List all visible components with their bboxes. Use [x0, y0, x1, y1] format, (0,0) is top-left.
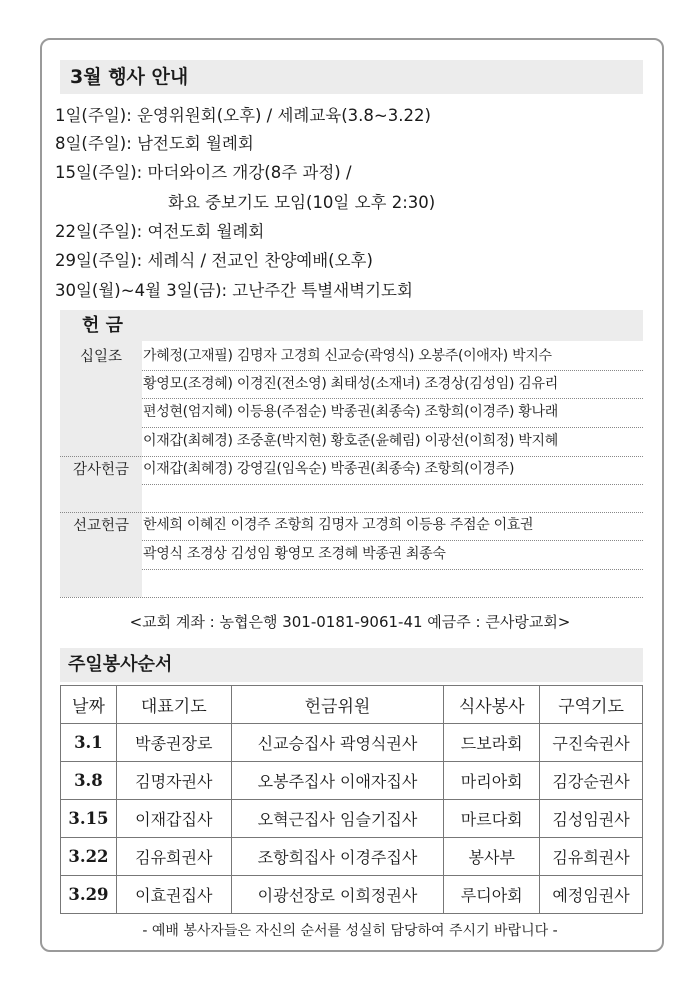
meal-cell: 마리아회 — [444, 762, 540, 800]
table-row — [61, 876, 643, 914]
meal-cell: 드보라회 — [444, 724, 540, 762]
event-line: 22일(주일): 여전도회 월례회 — [55, 222, 265, 241]
prayer-cell: 김명자권사 — [116, 762, 231, 800]
table-row — [61, 800, 643, 838]
date-cell: 3.29 — [61, 876, 117, 914]
bank-account-line: <교회 계좌 : 농협은행 301-0181-9061-41 예금주 : 큰사랑교회> — [129, 613, 571, 631]
tithe-row: 황영모(조경혜) 이경진(전소영) 최태성(소재녀) 조경상(김성임) 김유리 — [143, 376, 558, 392]
event-line: 29일(주일): 세례식 / 전교인 찬양예배(오후) — [55, 251, 373, 270]
event-line: 15일(주일): 마더와이즈 개강(8주 과정) / — [55, 163, 352, 182]
date-cell: 3.15 — [61, 800, 117, 838]
service-heading: 주일봉사순서 — [60, 648, 643, 682]
divider — [142, 569, 643, 570]
prayer-cell: 이재갑집사 — [116, 800, 231, 838]
district-prayer-cell: 예정임권사 — [540, 876, 643, 914]
mission-label: 선교헌금 — [72, 518, 130, 534]
event-line: 1일(주일): 운영위원회(오후) / 세례교육(3.8~3.22) — [55, 106, 431, 125]
column-header: 날짜 — [61, 686, 117, 724]
tithe-row: 가혜정(고재필) 김명자 고경희 신교승(곽영식) 오봉주(이애자) 박지수 — [143, 348, 552, 364]
divider — [142, 398, 643, 399]
column-header: 구역기도 — [540, 686, 643, 724]
thanks-label: 감사헌금 — [72, 462, 130, 478]
tithe-row: 편성현(엄지혜) 이등용(주점순) 박종권(최종숙) 조항희(이경주) 황나래 — [143, 404, 558, 420]
offering-cell: 조항희집사 이경주집사 — [231, 838, 444, 876]
table-row — [61, 838, 643, 876]
service-table — [60, 685, 643, 914]
table-header-row — [61, 686, 643, 724]
offering-heading: 헌 금 — [60, 310, 643, 341]
divider — [142, 484, 643, 485]
divider — [60, 456, 643, 457]
divider — [142, 370, 643, 371]
prayer-cell: 박종권장로 — [116, 724, 231, 762]
divider — [60, 597, 643, 598]
date-cell: 3.8 — [61, 762, 117, 800]
offering-cell: 오혁근집사 임슬기집사 — [231, 800, 444, 838]
meal-cell: 마르다회 — [444, 800, 540, 838]
district-prayer-cell: 구진숙권사 — [540, 724, 643, 762]
divider — [60, 512, 643, 513]
column-header: 헌금위원 — [231, 686, 444, 724]
date-cell: 3.1 — [61, 724, 117, 762]
date-cell: 3.22 — [61, 838, 117, 876]
column-header: 식사봉사 — [444, 686, 540, 724]
column-header: 대표기도 — [116, 686, 231, 724]
mission-row: 곽영식 조경상 김성임 황영모 조경혜 박종권 최종숙 — [143, 546, 446, 562]
table-row — [61, 762, 643, 800]
prayer-cell: 김유희권사 — [116, 838, 231, 876]
meal-cell: 루디아회 — [444, 876, 540, 914]
divider — [142, 427, 643, 428]
thanks-row: 이재갑(최혜경) 강영길(임옥순) 박종권(최종숙) 조항희(이경주) — [143, 461, 515, 477]
tithe-row: 이재갑(최혜경) 조중훈(박지현) 황호준(윤혜림) 이광선(이희정) 박지혜 — [143, 433, 558, 449]
district-prayer-cell: 김강순권사 — [540, 762, 643, 800]
footer-note: - 예배 봉사자들은 자신의 순서를 성실히 담당하여 주시기 바랍니다 - — [142, 923, 558, 939]
table-row — [61, 724, 643, 762]
prayer-cell: 이효권집사 — [116, 876, 231, 914]
district-prayer-cell: 김유희권사 — [540, 838, 643, 876]
offering-cell: 이광선장로 이희정권사 — [231, 876, 444, 914]
event-line: 8일(주일): 남전도회 월례회 — [55, 134, 254, 153]
offering-cell: 신교승집사 곽영식권사 — [231, 724, 444, 762]
meal-cell: 봉사부 — [444, 838, 540, 876]
mission-row: 한세희 이혜진 이경주 조항희 김명자 고경희 이등용 주점순 이효권 — [143, 517, 534, 533]
events-heading: 3월 행사 안내 — [60, 60, 643, 94]
divider — [142, 540, 643, 541]
offering-cell: 오봉주집사 이애자집사 — [231, 762, 444, 800]
event-line: 30일(월)~4월 3일(금): 고난주간 특별새벽기도회 — [55, 281, 413, 300]
event-line: 화요 중보기도 모임(10일 오후 2:30) — [168, 193, 436, 212]
tithe-label: 십일조 — [79, 349, 123, 365]
district-prayer-cell: 김성임권사 — [540, 800, 643, 838]
